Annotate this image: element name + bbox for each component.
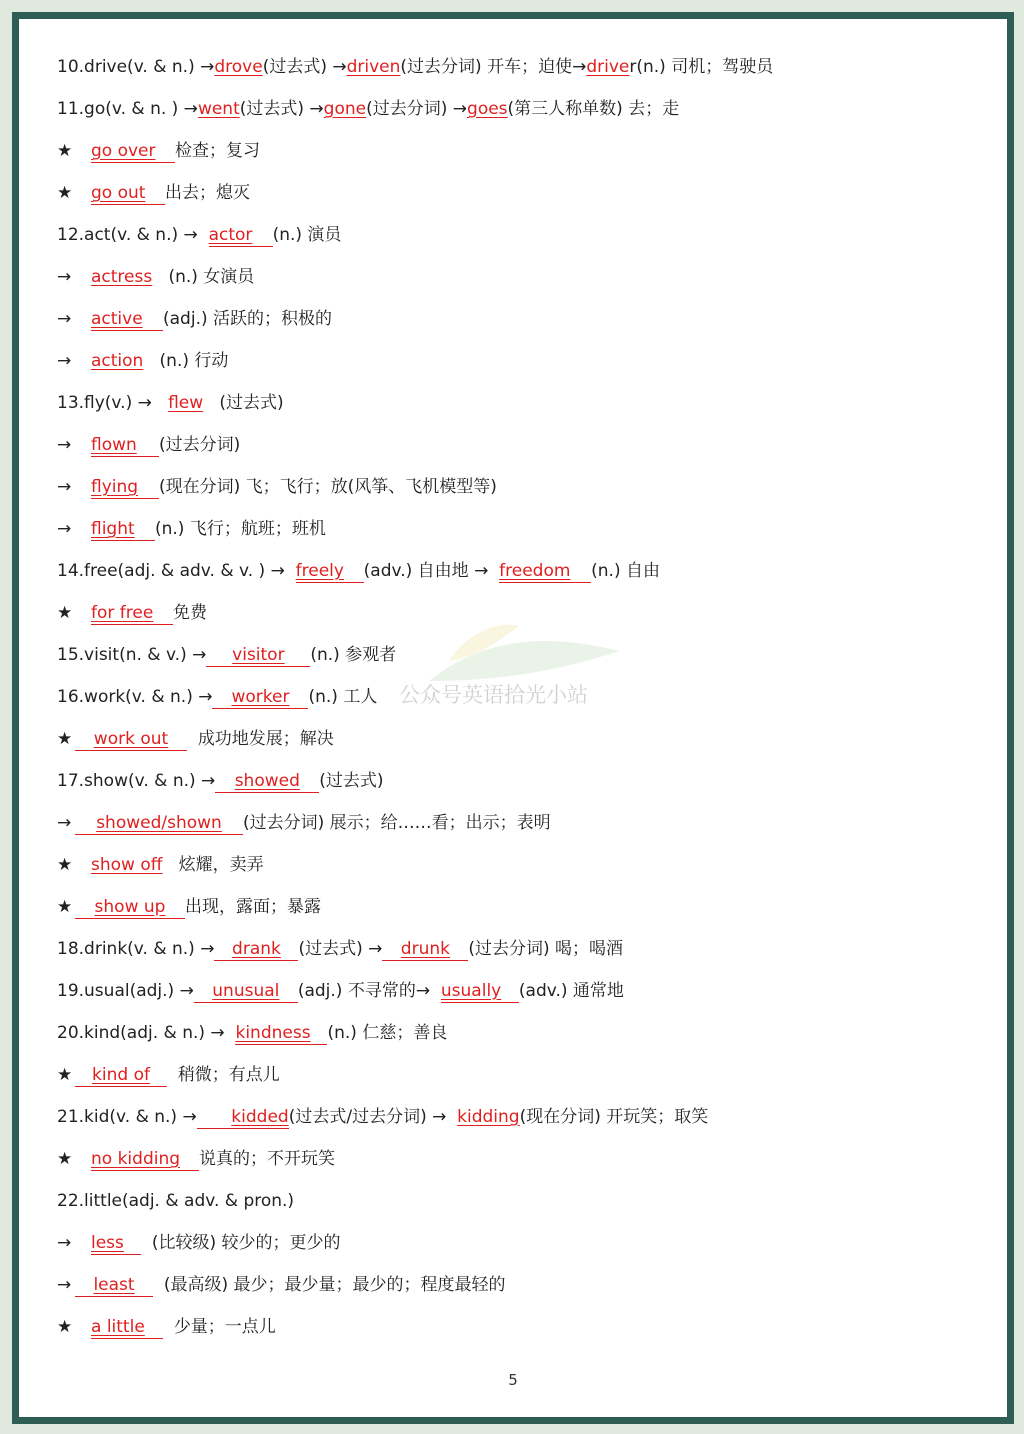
gloss: (过去式) →	[239, 99, 324, 119]
headword: 19.usual(adj.) →	[57, 981, 194, 1001]
answer: usually	[440, 981, 502, 1001]
answer: show off	[91, 855, 163, 875]
answer: gone	[323, 99, 367, 119]
phrase-show-off	[57, 849, 987, 891]
gloss: 稍微；有点儿	[177, 1065, 280, 1085]
answer: drank	[232, 939, 281, 959]
gloss: (过去式) →	[298, 939, 383, 959]
phrase-no-kidding	[57, 1143, 987, 1185]
gloss: (过去式)	[319, 771, 384, 791]
arrow-icon: →	[57, 1275, 72, 1295]
headword: 10.drive(v. & n.) →	[57, 57, 215, 77]
answer-blank	[91, 308, 163, 331]
answer: went	[197, 99, 240, 119]
gloss: 炫耀，卖弄	[178, 855, 264, 875]
answer: showed	[234, 771, 300, 791]
gloss: (比较级) 较少的；更少的	[151, 1233, 341, 1253]
answer: actress	[91, 267, 153, 287]
arrow-icon: →	[57, 267, 72, 287]
answer: drove	[214, 57, 263, 77]
answer: go out	[91, 183, 146, 203]
gloss: (adv.) 自由地 →	[363, 561, 489, 581]
answer-blank	[75, 1064, 167, 1087]
gloss: (最高级) 最少；最少量；最少的；程度最轻的	[163, 1275, 506, 1295]
entry-act	[57, 219, 987, 261]
star-icon: ★	[57, 897, 73, 917]
gloss: (过去分词) →	[366, 99, 468, 119]
answer: unusual	[212, 981, 280, 1001]
page-frame	[12, 12, 1014, 1424]
answer-blank	[212, 686, 308, 709]
derive-least	[57, 1269, 987, 1311]
answer: a little	[91, 1317, 145, 1337]
derive-flight	[57, 513, 987, 555]
watermark-text: 公众号英语拾光小站	[399, 683, 588, 707]
answer-blank	[215, 770, 319, 793]
arrow-icon: →	[57, 435, 72, 455]
phrase-show-up	[57, 891, 987, 933]
answer-blank	[197, 1106, 289, 1129]
gloss: (n.) 参观者	[310, 645, 397, 665]
answer: action	[91, 351, 144, 371]
headword: 22.little(adj. & adv. & pron.)	[57, 1191, 295, 1211]
star-icon: ★	[57, 183, 73, 203]
derive-flying	[57, 471, 987, 513]
answer: goes	[467, 99, 508, 119]
answer: freedom	[499, 561, 571, 581]
gloss: (现在分词) 飞；飞行；放(风筝、飞机模型等)	[159, 477, 497, 497]
headword: 11.go(v. & n. ) →	[57, 99, 198, 119]
answer: drunk	[400, 939, 450, 959]
gloss: (过去分词) 展示；给……看；出示；表明	[243, 813, 551, 833]
answer-blank	[214, 938, 298, 961]
answer: visitor	[232, 645, 285, 665]
arrow-icon: →	[57, 477, 72, 497]
entry-usual	[57, 975, 987, 1017]
entry-drive	[57, 51, 987, 93]
answer-blank	[91, 476, 159, 499]
headword: 14.free(adj. & adv. & v. ) →	[57, 561, 285, 581]
gloss: 出去；熄灭	[165, 183, 250, 203]
gloss: (第三人称单数) 去；走	[507, 99, 680, 119]
gloss: (现在分词) 开玩笑；取笑	[519, 1107, 709, 1127]
answer: no kidding	[91, 1149, 181, 1169]
answer: flight	[91, 519, 135, 539]
arrow-icon: →	[57, 813, 72, 833]
answer: actor	[208, 225, 253, 245]
headword: 12.act(v. & n.) →	[57, 225, 198, 245]
headword: 15.visit(n. & v.) →	[57, 645, 207, 665]
star-icon: ★	[57, 1065, 73, 1085]
answer-blank	[75, 728, 187, 751]
answer-blank	[91, 1232, 141, 1255]
gloss: (过去分词) 开车；迫使→	[400, 57, 587, 77]
gloss: (n.) 自由	[591, 561, 660, 581]
entry-little	[57, 1185, 987, 1227]
gloss: (adj.) 不寻常的→	[297, 981, 431, 1001]
answer: worker	[231, 687, 290, 707]
phrase-go-over	[57, 135, 987, 177]
entry-go	[57, 93, 987, 135]
answer-blank	[499, 560, 591, 583]
gloss: (过去式)	[219, 393, 284, 413]
answer: flew	[168, 393, 204, 413]
entry-fly	[57, 387, 987, 429]
answer: kidding	[457, 1107, 520, 1127]
arrow-icon: →	[57, 519, 72, 539]
entry-drink	[57, 933, 987, 975]
answer: show up	[94, 897, 166, 917]
derive-actress	[57, 261, 987, 303]
answer-blank	[382, 938, 468, 961]
suffix: r	[629, 57, 637, 77]
phrase-for-free	[57, 597, 987, 639]
gloss: (n.) 飞行；航班；班机	[155, 519, 326, 539]
answer: kidded	[231, 1107, 289, 1127]
gloss: 成功地发展；解决	[197, 729, 334, 749]
headword: 17.show(v. & n.) →	[57, 771, 216, 791]
answer: go over	[91, 141, 156, 161]
star-icon: ★	[57, 1149, 73, 1169]
gloss: (过去式) →	[262, 57, 347, 77]
answer: work out	[93, 729, 169, 749]
answer-blank	[441, 980, 519, 1003]
derive-flown	[57, 429, 987, 471]
answer: flown	[91, 435, 137, 455]
answer: freely	[295, 561, 344, 581]
answer: showed/shown	[96, 813, 222, 833]
entry-kind	[57, 1017, 987, 1059]
answer-blank	[91, 1148, 199, 1171]
answer-blank	[91, 434, 159, 457]
answer-blank	[209, 224, 273, 247]
headword: 18.drink(v. & n.) →	[57, 939, 215, 959]
derive-shown	[57, 807, 987, 849]
gloss: (adj.) 活跃的；积极的	[163, 309, 333, 329]
entry-show	[57, 765, 987, 807]
entry-kid	[57, 1101, 987, 1143]
answer: flying	[91, 477, 139, 497]
gloss: 检查；复习	[175, 141, 260, 161]
answer-blank	[91, 518, 155, 541]
gloss: (过去式/过去分词) →	[288, 1107, 447, 1127]
gloss: 说真的；不开玩笑	[199, 1149, 335, 1169]
answer: kind of	[92, 1065, 150, 1085]
headword: 16.work(v. & n.) →	[57, 687, 213, 707]
page-number: 5	[508, 1371, 518, 1389]
headword: 21.kid(v. & n.) →	[57, 1107, 197, 1127]
answer-blank	[235, 1022, 327, 1045]
phrase-go-out	[57, 177, 987, 219]
answer-blank	[206, 644, 310, 667]
entry-work	[57, 681, 987, 723]
headword: 20.kind(adj. & n.) →	[57, 1023, 225, 1043]
phrase-a-little	[57, 1311, 987, 1353]
gloss: (n.) 女演员	[168, 267, 255, 287]
answer: active	[91, 309, 143, 329]
star-icon: ★	[57, 1317, 73, 1337]
derive-active	[57, 303, 987, 345]
answer-blank	[91, 182, 165, 205]
gloss: 免费	[173, 603, 207, 623]
answer-blank	[91, 140, 175, 163]
headword: 13.fly(v.) →	[57, 393, 152, 413]
star-icon: ★	[57, 141, 73, 161]
gloss: (n.) 行动	[159, 351, 229, 371]
answer-blank	[194, 980, 298, 1003]
gloss: 出现，露面；暴露	[185, 897, 321, 917]
gloss: (n.) 演员	[272, 225, 342, 245]
answer-blank	[296, 560, 364, 583]
gloss: (n.) 工人	[308, 687, 378, 707]
answer: drive	[586, 57, 630, 77]
entry-free	[57, 555, 987, 597]
star-icon: ★	[57, 603, 73, 623]
gloss: (过去分词)	[159, 435, 241, 455]
star-icon: ★	[57, 855, 73, 875]
gloss: (过去分词) 喝；喝酒	[468, 939, 624, 959]
answer-blank	[75, 812, 243, 835]
answer-blank	[75, 896, 185, 919]
gloss: (n.) 仁慈；善良	[327, 1023, 448, 1043]
answer: for free	[91, 603, 154, 623]
answer-blank	[75, 1274, 153, 1297]
answer: kindness	[235, 1023, 311, 1043]
arrow-icon: →	[57, 309, 72, 329]
gloss: (n.) 司机；驾驶员	[636, 57, 774, 77]
answer-blank	[91, 1316, 163, 1339]
arrow-icon: →	[57, 351, 72, 371]
star-icon: ★	[57, 729, 73, 749]
answer-blank	[91, 602, 173, 625]
derive-less	[57, 1227, 987, 1269]
answer: less	[91, 1233, 124, 1253]
gloss: 少量；一点儿	[173, 1317, 276, 1337]
answer: least	[93, 1275, 135, 1295]
vocab-list	[57, 51, 987, 1353]
entry-visit	[57, 639, 987, 681]
phrase-work-out	[57, 723, 987, 765]
arrow-icon: →	[57, 1233, 72, 1253]
gloss: (adv.) 通常地	[518, 981, 624, 1001]
answer: driven	[346, 57, 401, 77]
derive-action	[57, 345, 987, 387]
phrase-kind-of	[57, 1059, 987, 1101]
